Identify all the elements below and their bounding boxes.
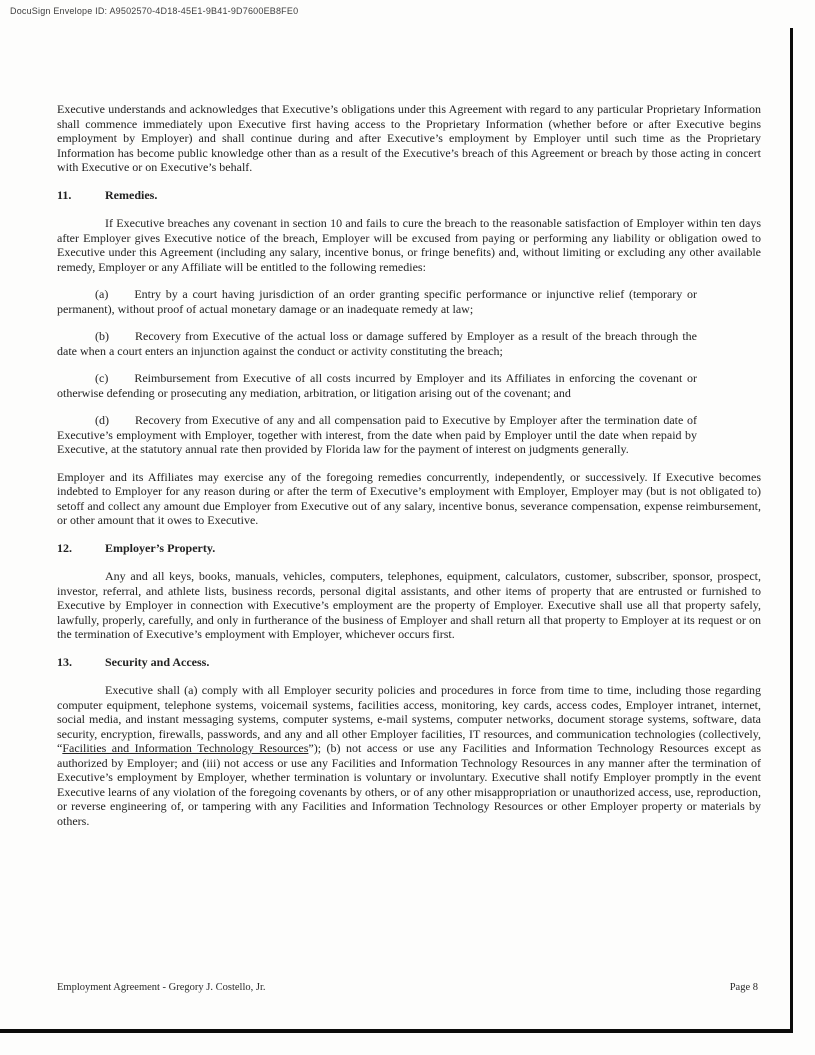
- docusign-envelope-id: DocuSign Envelope ID: A9502570-4D18-45E1-9B41-9D7600EB8FE0: [10, 6, 299, 16]
- item-c-text: Reimbursement from Executive of all costs incurred by Employer and its Affiliates in enforcing the covenant or otherwise defending or prosecuting any mediation, arbitration, or litigation arising out of the covenant; and: [57, 371, 697, 400]
- section-11-item-b: [57, 329, 697, 358]
- footer-document-title: Employment Agreement - Gregory J. Costello, Jr.: [57, 982, 266, 993]
- scan-artifact-right-edge: [790, 28, 793, 1033]
- section-13-heading: [57, 655, 761, 670]
- defined-term-facilities-and-it-resources: Facilities and Information Technology Resources: [62, 741, 309, 755]
- item-a-label: (a): [95, 287, 109, 301]
- section-11-closing-paragraph: Employer and its Affiliates may exercise any of the foregoing remedies concurrently, independently, or successively. If Executive becomes indebted to Employer for any reason during or after the term of Executive’s employment with Employer, Employer may (but is not obligated to) setoff and collect any amount due Employer from Executive out of any salary, incentive bonus, severance compensation, expense reimbursement, or other amount that it owes to Executive.: [57, 469, 761, 527]
- section-11-heading: [57, 188, 761, 203]
- section-11-item-a: [57, 287, 697, 316]
- item-c-label: (c): [95, 371, 109, 385]
- document-body: [57, 102, 761, 841]
- item-d-label: (d): [95, 413, 109, 427]
- scan-artifact-bottom-edge: [0, 1029, 792, 1033]
- section-11-number: 11.: [57, 187, 72, 202]
- item-d-text: Recovery from Executive of any and all compensation paid to Executive by Employer after the termination date of Executive’s employment with Employer, together with interest, from the date when paid by Employer until the date when repaid by Executive, at the statutory annual rate then provided by Florida law for the payment of interest on judgments generally.: [57, 413, 697, 456]
- item-a-text: Entry by a court having jurisdiction of an order granting specific performance or injunctive relief (temporary or permanent), without proof of actual monetary damage or an inadequate remedy at law;: [57, 287, 697, 316]
- page-footer: [57, 982, 758, 993]
- section-13-title: Security and Access.: [105, 654, 210, 669]
- section-11-paragraph: If Executive breaches any covenant in section 10 and fails to cure the breach to the reasonable satisfaction of Employer within ten days after Employer gives Executive notice of the breach, Employer will be excused from paying or performing any liability or obligation owed to Executive under this Agreement (including any salary, incentive bonus, or fringe benefits) and, without limiting or excluding any other available remedy, Employer or any Affiliate will be entitled to the following remedies:: [57, 216, 761, 274]
- item-b-label: (b): [95, 329, 109, 343]
- section-12-paragraph: Any and all keys, books, manuals, vehicles, computers, telephones, equipment, calculators, customer, subscriber, sponsor, prospect, investor, referral, and athlete lists, business records, personal digital assistants, and other items of property that are entrusted or furnished to Executive by Employer in connection with Executive’s employment are the property of Employer. Executive shall use all that property safely, lawfully, properly, carefully, and only in furtherance of the business of Employer and shall return all that property to Employer at its request or on the termination of Executive’s employment with Employer, whichever occurs first.: [57, 569, 761, 641]
- section-11-item-d: [57, 413, 697, 457]
- section-13-text-before-term: Executive shall (a) comply with all Employer security policies and procedures in force from time to time, including those regarding computer equipment, telephone systems, voicemail systems, facilities access, monitoring, key cards, access codes, Employer intranet, internet, social media, and instant messaging systems, computer systems, e-mail systems, computer networks, document storage systems, software, data security, encryption, firewalls, passwords, and any and all other Employer facilities, IT resources, and communication technologies (collectively, “: [57, 683, 761, 755]
- section-12-heading: [57, 541, 761, 556]
- section-11-item-c: [57, 371, 697, 400]
- section-11-title: Remedies.: [105, 187, 158, 202]
- footer-page-number: Page 8: [729, 982, 758, 993]
- section-12-number: 12.: [57, 540, 72, 555]
- intro-paragraph: Executive understands and acknowledges that Executive’s obligations under this Agreement with regard to any particular Proprietary Information shall commence immediately upon Executive first having access to the Proprietary Information (whether before or after Executive begins employment by Employer) and shall continue during and after Executive’s employment by Employer until such time as the Proprietary Information has become public knowledge other than as a result of the Executive’s breach of this Agreement or breach by those acting in concert with Executive or on Executive’s behalf.: [57, 102, 761, 174]
- section-13-paragraph: [57, 683, 761, 828]
- section-12-title: Employer’s Property.: [105, 540, 216, 555]
- item-b-text: Recovery from Executive of the actual loss or damage suffered by Employer as a result of the breach through the date when a court enters an injunction against the conduct or activity constituting the breach;: [57, 329, 697, 358]
- section-13-text-after-term: ”); (b) not access or use any Facilities and Information Technology Resources except as authorized by Employer; and (iii) not access or use any Facilities and Information Technology Resources in any manner after the termination of Executive’s employment by Employer, whether termination is voluntary or involuntary. Executive shall notify Employer promptly in the event Executive learns of any violation of the foregoing covenants by others, or of any other misappropriation or unauthorized access, use, reproduction, or reverse engineering of, or tampering with any Facilities and Information Technology Resources or other Employer property or materials by others.: [57, 741, 761, 828]
- section-13-number: 13.: [57, 654, 72, 669]
